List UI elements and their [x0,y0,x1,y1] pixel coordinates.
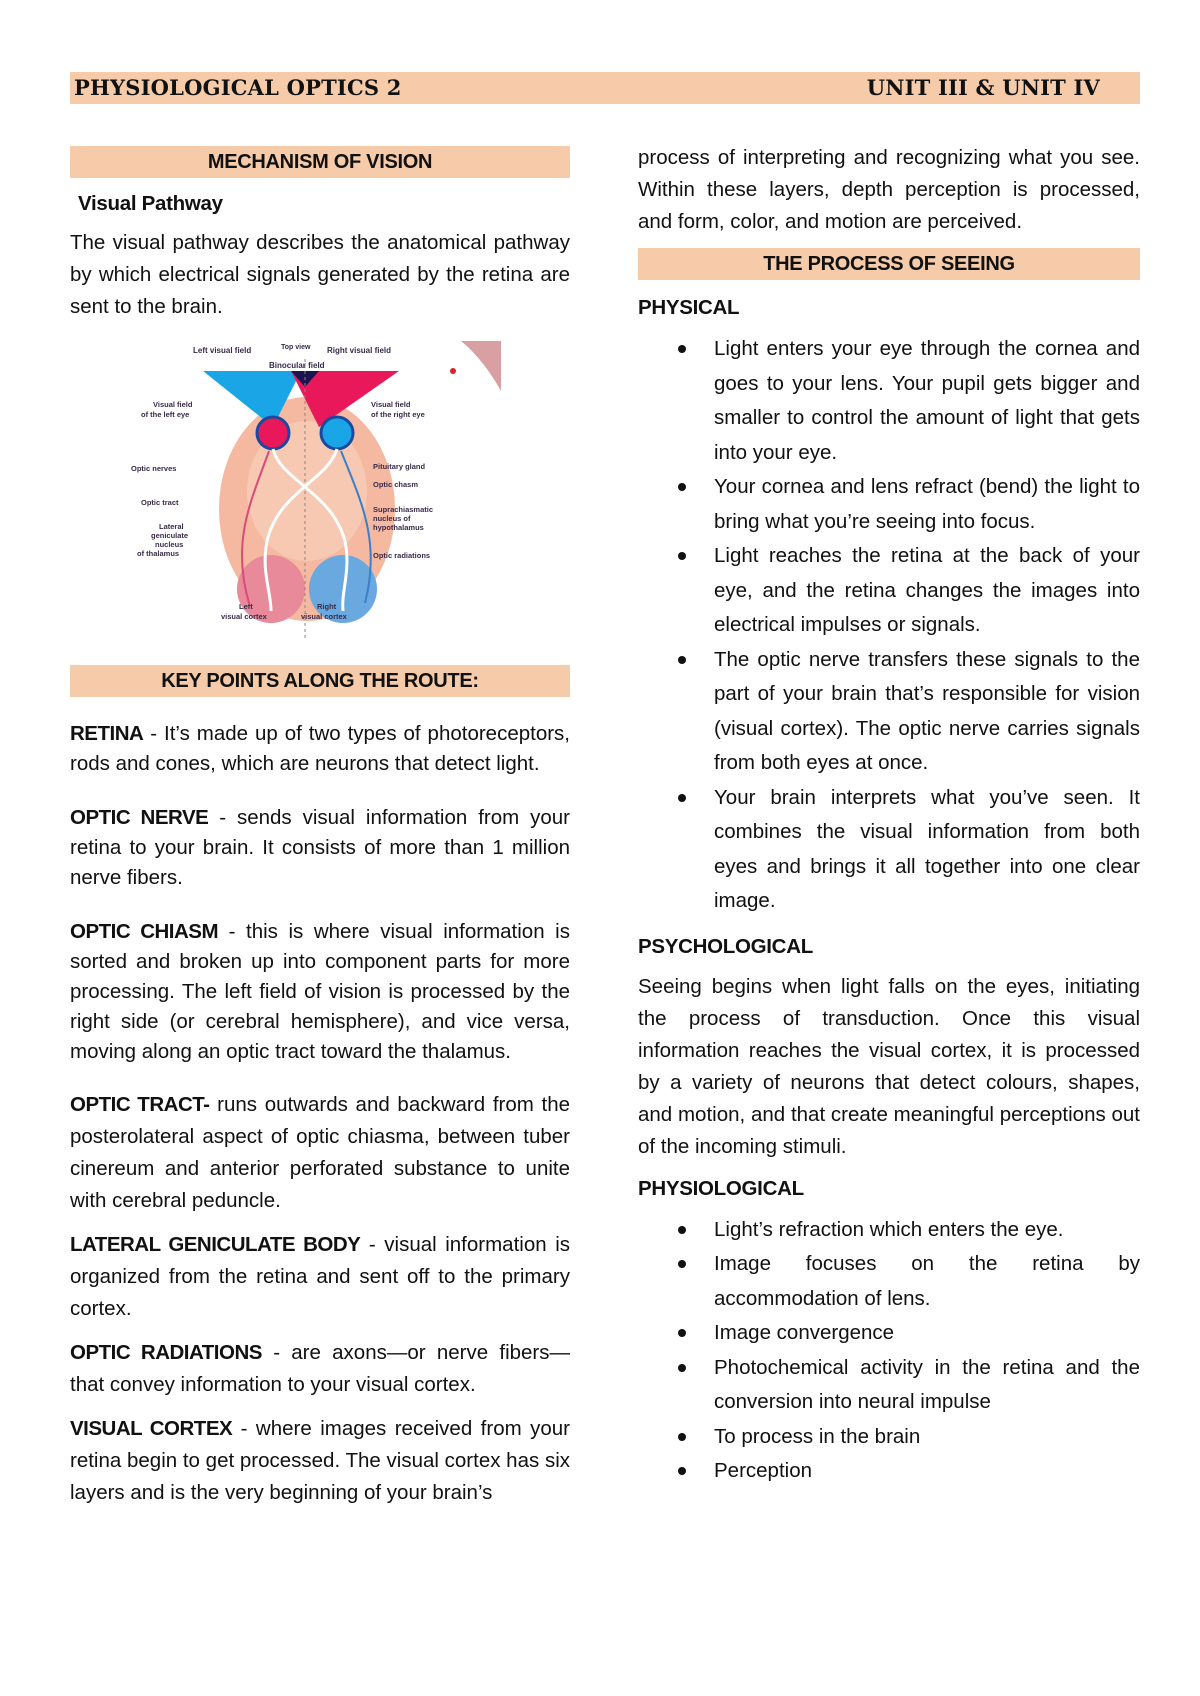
desc-optic-chiasm: - this is where visual information is sorted and broken up into component parts for more processing. The left field of vision is processed by the right side (or cerebral hemisphere), and vice versa, moving along an optic tract toward the thalamus. [70,920,570,1063]
label-scn-1: Suprachiasmatic [373,505,434,514]
list-item: The optic nerve transfers these signals to the part of your brain that’s responsible for vision (visual cortex). The optic nerve carries signals from both eyes at once. [638,643,1140,781]
physical-heading: PHYSICAL [638,296,740,319]
label-binocular-field: Binocular field [269,361,325,370]
physical-list [638,332,1140,919]
left-eye [257,417,289,449]
label-vf-right-1: Visual field [371,400,411,409]
list-item: Photochemical activity in the retina and the conversion into neural impulse [638,1351,1140,1420]
label-right-cortex-2: visual cortex [301,612,347,621]
label-lgn-1: Lateral [159,522,184,531]
unit-label: UNIT III & UNIT IV [866,75,1100,100]
label-scn-3: hypothalamus [373,523,424,532]
label-left-visual-field: Left visual field [193,346,252,355]
desc-optic-nerve: - sends visual information from your retina to your brain. It consists of more than 1 million nerve fibers. [70,806,570,889]
label-optic-nerves: Optic nerves [131,464,177,473]
list-item: To process in the brain [638,1420,1140,1455]
label-vf-left-1: Visual field [153,400,193,409]
term-optic-tract: OPTIC TRACT- [70,1093,210,1116]
label-optic-tract: Optic tract [141,498,179,507]
visual-pathway-diagram [131,341,501,651]
label-vf-right-2: of the right eye [371,410,425,419]
desc-lateral-geniculate: - visual information is organized from the retina and sent off to the primary cortex. [70,1233,570,1320]
section-title-process-of-seeing: THE PROCESS OF SEEING [638,248,1140,280]
label-lgn-2: geniculate [151,531,189,540]
label-left-cortex-2: visual cortex [221,612,267,621]
label-top-view: Top view [281,344,311,351]
section-title-key-points: KEY POINTS ALONG THE ROUTE: [70,665,570,697]
term-retina: RETINA [70,722,144,745]
right-eye [321,417,353,449]
list-item: Your cornea and lens refract (bend) the light to bring what you’re seeing into focus. [638,470,1140,539]
physiological-heading: PHYSIOLOGICAL [638,1176,804,1200]
list-item: Light reaches the retina at the back of your eye, and the retina changes the images into electrical impulses or signals. [638,539,1140,643]
key-point-optic-chiasm [70,917,570,1067]
desc-optic-tract: runs outwards and backward from the posterolateral aspect of optic chiasma, between tuber cinereum and anterior perforated substance to unite with cerebral peduncle. [70,1093,570,1212]
list-item: Image convergence [638,1316,1140,1351]
red-dot [450,368,456,374]
list-item: Light enters your eye through the cornea and goes to your lens. Your pupil gets bigger and smaller to control the amount of light that gets into your eye. [638,332,1140,470]
desc-visual-cortex: - where images received from your retina begin to get processed. The visual cortex has six layers and is the very beginning of your brain’s [70,1417,570,1504]
label-scn-2: nucleus of [373,514,411,523]
psychological-text: Seeing begins when light falls on the eyes, initiating the process of transduction. Once this visual information reaches the visual cortex, it is processed by a variety of neurons that detect colours, shapes, and motion, and that create meaningful perceptions out of the incoming stimuli. [638,974,1140,1158]
list-item: Perception [638,1454,1140,1489]
list-item: Your brain interprets what you’ve seen. It combines the visual information from both eyes and brings it all together into one clear image. [638,781,1140,919]
term-visual-cortex: VISUAL CORTEX [70,1417,233,1440]
desc-optic-radiations: - are axons—or nerve fibers—that convey information to your visual cortex. [70,1341,570,1396]
key-point-optic-nerve [70,803,570,893]
right-column [638,146,1140,1489]
label-optic-chasm: Optic chasm [373,480,419,489]
list-item: Image focuses on the retina by accommodation of lens. [638,1247,1140,1316]
label-right-visual-field: Right visual field [327,346,392,355]
label-lgn-3: nucleus [155,540,184,549]
page-header [70,72,1140,104]
visual-pathway-figure [131,341,501,651]
term-optic-radiations: OPTIC RADIATIONS [70,1341,262,1364]
visual-pathway-intro: The visual pathway describes the anatomical pathway by which electrical signals generated by the retina are sent to the brain. [70,231,570,318]
section-title-mechanism: MECHANISM OF VISION [70,146,570,178]
left-column [70,146,570,1509]
desc-retina: - It’s made up of two types of photoreceptors, rods and cones, which are neurons that detect light. [70,722,570,775]
term-lateral-geniculate: LATERAL GENICULATE BODY [70,1233,361,1256]
label-lgn-4: of thalamus [137,549,180,558]
term-optic-chiasm: OPTIC CHIASM [70,920,219,943]
key-point-optic-tract [70,1089,570,1217]
key-point-visual-cortex [70,1413,570,1509]
key-point-retina [70,719,570,779]
corner-decoration [461,341,501,391]
key-point-lateral-geniculate [70,1229,570,1325]
visual-cortex-continuation: process of interpreting and recognizing what you see. Within these layers, depth perception is processed, and form, color, and motion are perceived. [638,146,1140,233]
psychological-heading: PSYCHOLOGICAL [638,934,813,958]
physiological-list [638,1213,1140,1489]
label-vf-left-2: of the left eye [141,410,190,419]
label-right-cortex-1: Right [317,602,337,611]
label-optic-radiations: Optic radiations [373,551,431,560]
label-left-cortex-1: Left [239,602,253,611]
key-point-optic-radiations [70,1337,570,1401]
label-pituitary: Pituitary gland [373,462,426,471]
list-item: Light’s refraction which enters the eye. [638,1213,1140,1248]
course-title: PHYSIOLOGICAL OPTICS 2 [74,75,402,100]
term-optic-nerve: OPTIC NERVE [70,806,209,829]
visual-pathway-heading: Visual Pathway [78,192,223,215]
